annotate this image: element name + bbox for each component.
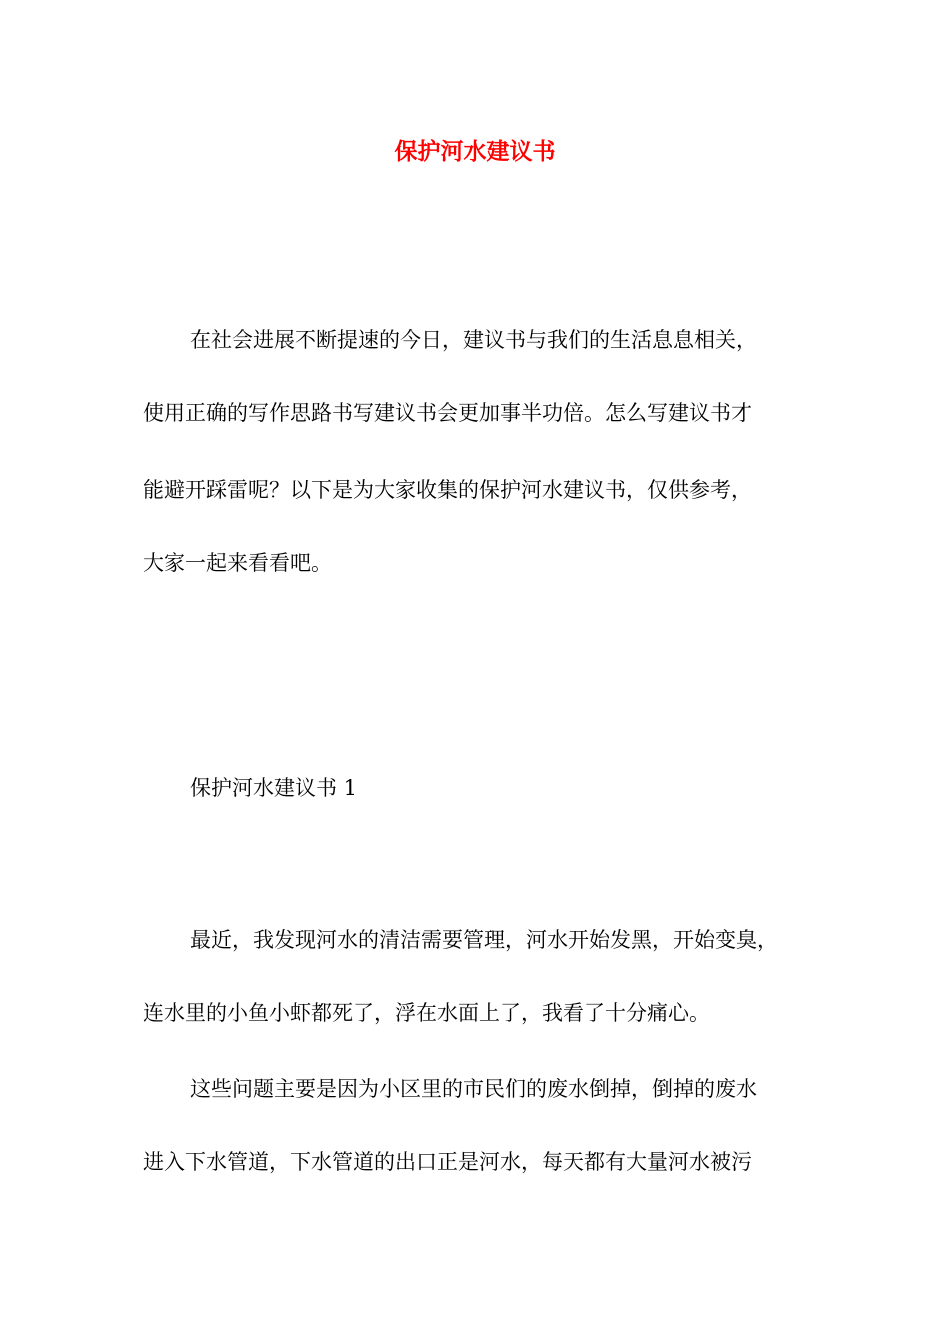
intro-line-4: 大家一起来看看吧。 — [143, 551, 332, 575]
intro-line-3: 能避开踩雷呢？以下是为大家收集的保护河水建议书，仅供参考， — [143, 478, 752, 502]
section-heading: 保护河水建议书 1 — [190, 776, 358, 800]
paragraph2-line-1: 这些问题主要是因为小区里的市民们的废水倒掉，倒掉的废水 — [190, 1077, 757, 1101]
paragraph1-line-2: 连水里的小鱼小虾都死了，浮在水面上了，我看了十分痛心。 — [143, 1001, 710, 1025]
intro-line-2: 使用正确的写作思路书写建议书会更加事半功倍。怎么写建议书才 — [143, 401, 752, 425]
document-title: 保护河水建议书 — [394, 138, 556, 165]
intro-line-1: 在社会进展不断提速的今日，建议书与我们的生活息息相关， — [190, 328, 757, 352]
paragraph1-line-1: 最近，我发现河水的清洁需要管理，河水开始发黑，开始变臭， — [190, 928, 778, 952]
paragraph2-line-2: 进入下水管道，下水管道的出口正是河水，每天都有大量河水被污 — [143, 1150, 752, 1174]
